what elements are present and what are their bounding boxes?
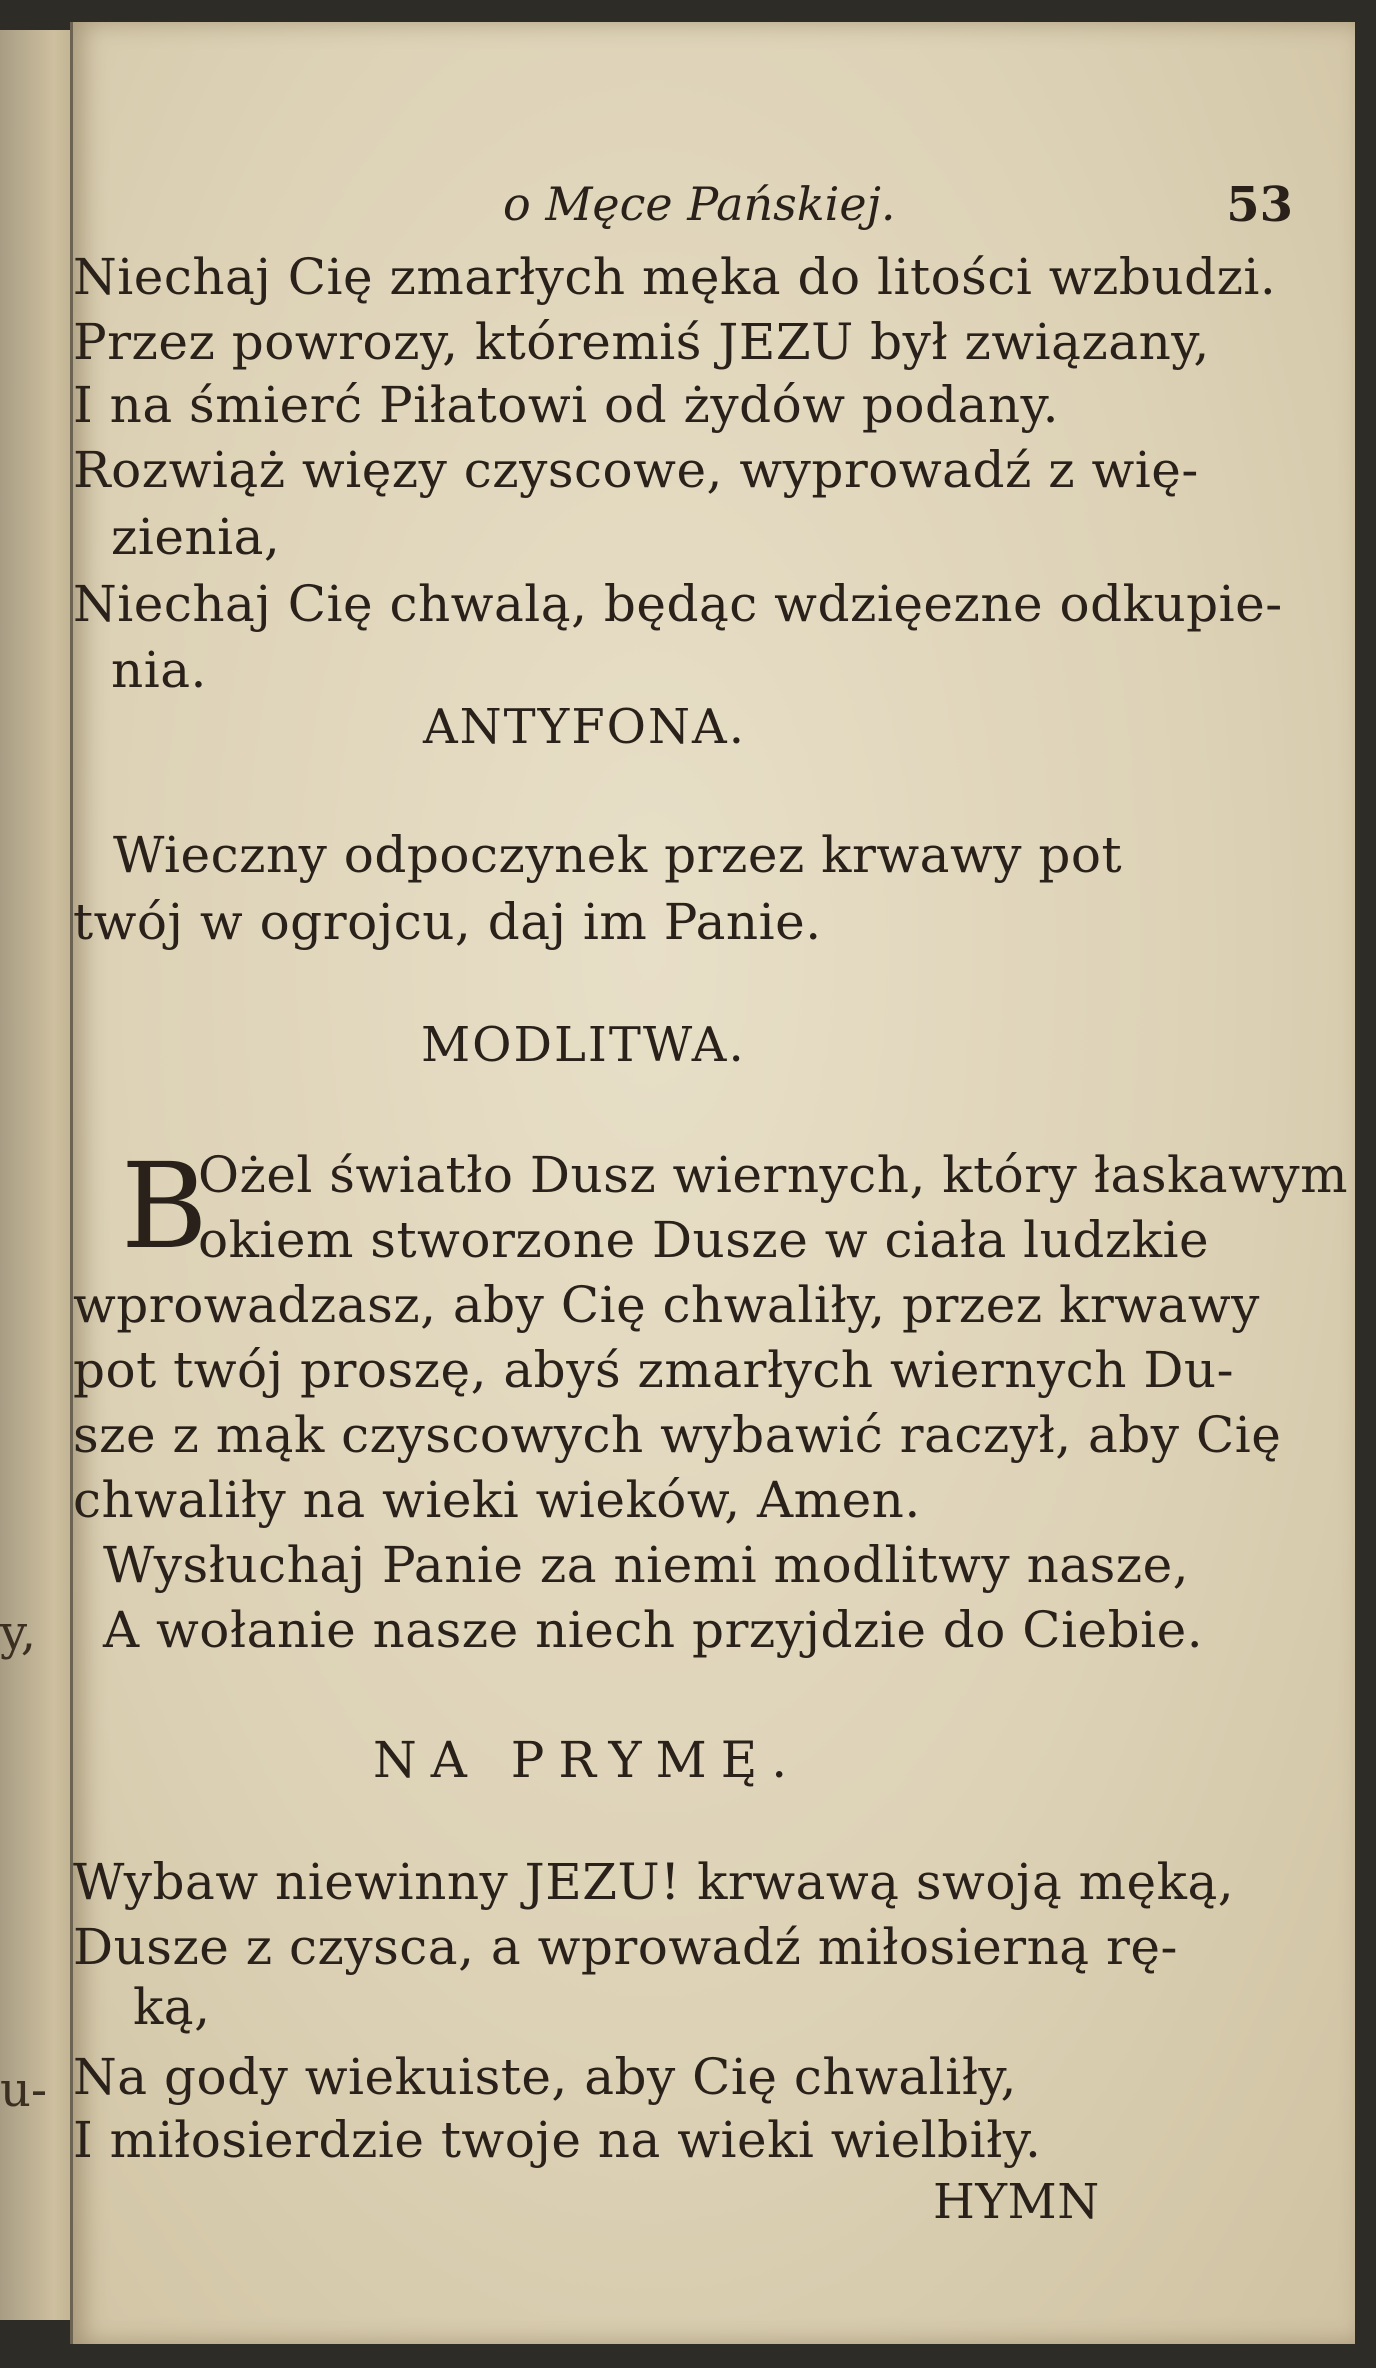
running-title: o Męce Pańskiej. — [503, 177, 896, 231]
text-line: Wybaw niewinny JEZU! krwawą swoją męką, — [73, 1853, 1235, 1911]
text-line: chwaliły na wieki wieków, Amen. — [73, 1471, 921, 1529]
text-line: Dusze z czysca, a wprowadź miłosierną rę- — [73, 1918, 1178, 1976]
page-header — [423, 147, 1293, 233]
text-line: Niechaj Cię chwalą, będąc wdzięezne odkupie- — [73, 575, 1283, 633]
facing-page-fragment: y, — [0, 1605, 36, 1661]
text-line: Niechaj Cię zmarłych męka do litości wzbudzi. — [73, 248, 1277, 306]
drop-cap: B — [121, 1137, 208, 1275]
text-line: twój w ogrojcu, daj im Panie. — [73, 893, 822, 951]
text-line: A wołanie nasze niech przyjdzie do Ciebie. — [103, 1601, 1204, 1659]
page-number: 53 — [1226, 177, 1293, 233]
text-line: pot twój proszę, abyś zmarłych wiernych Du- — [73, 1341, 1235, 1399]
text-line: nia. — [111, 641, 207, 699]
text-line: zienia, — [111, 508, 281, 566]
text-line: I miłosierdzie twoje na wieki wielbiły. — [73, 2111, 1042, 2169]
text-line: Wieczny odpoczynek przez krwawy pot — [113, 826, 1123, 884]
na-pryme-heading: NA PRYMĘ. — [373, 1731, 802, 1789]
book-page — [70, 22, 1355, 2344]
text-line: okiem stworzone Dusze w ciała ludzkie — [198, 1211, 1210, 1269]
text-line: Na gody wiekuiste, aby Cię chwaliły, — [73, 2048, 1017, 2106]
text-line: I na śmierć Piłatowi od żydów podany. — [73, 376, 1060, 434]
text-line: sze z mąk czyscowych wybawić raczył, aby Cię — [73, 1406, 1282, 1464]
catchword: HYMN — [933, 2174, 1100, 2230]
text-line: Rozwiąż więzy czyscowe, wyprowadź z wię- — [73, 441, 1199, 499]
text-line: Ożel światło Dusz wiernych, który łaskawym — [198, 1146, 1349, 1204]
antyfona-heading: ANTYFONA. — [423, 699, 746, 755]
modlitwa-heading: MODLITWA. — [421, 1017, 746, 1073]
text-line: Przez powrozy, któremiś JEZU był związany, — [73, 313, 1210, 371]
facing-page-fragment: u- — [0, 2062, 48, 2118]
text-line: Wysłuchaj Panie za niemi modlitwy nasze, — [103, 1536, 1190, 1594]
text-line: wprowadzasz, aby Cię chwaliły, przez krwawy — [73, 1276, 1260, 1334]
text-line: ką, — [133, 1978, 211, 2036]
